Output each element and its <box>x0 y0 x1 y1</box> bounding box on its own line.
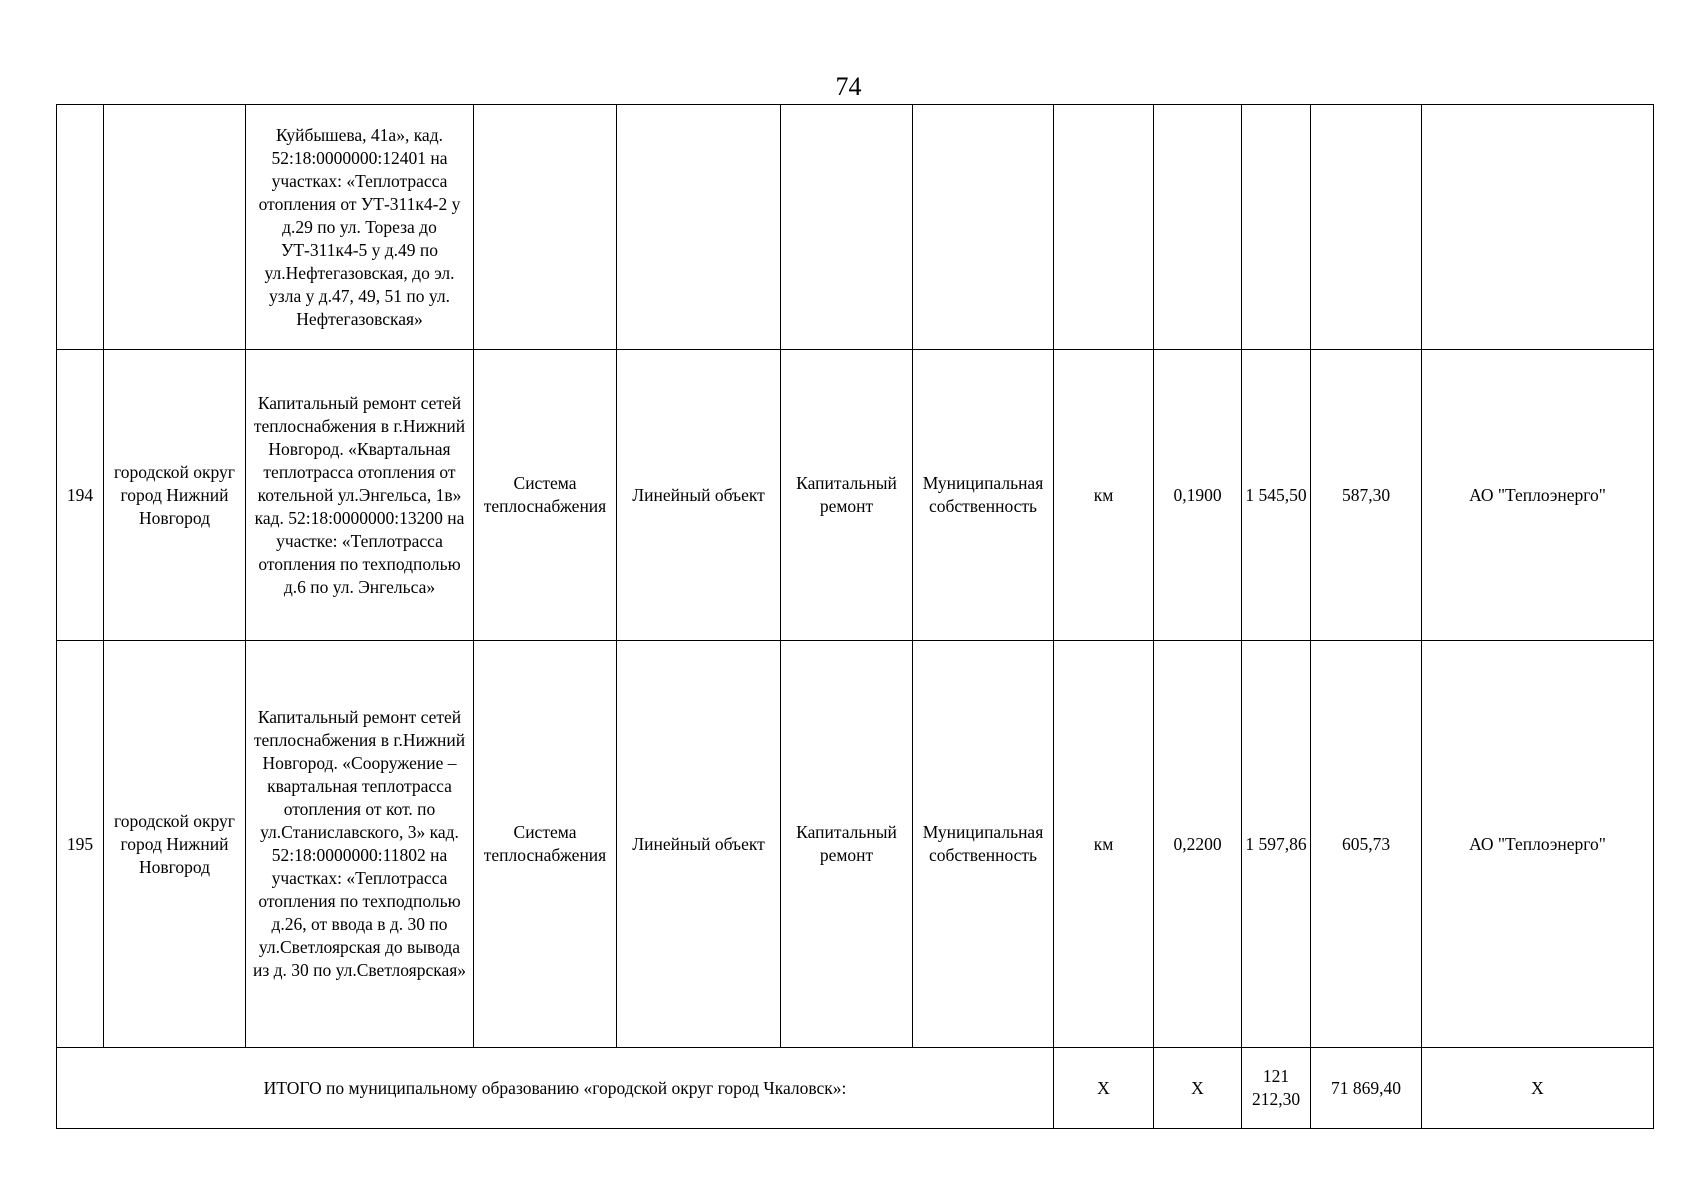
quantity-cell <box>1154 105 1242 350</box>
cost-total-cell: 1 597,86 <box>1242 641 1311 1048</box>
unit-cell: км <box>1054 350 1154 641</box>
row-number-cell: 195 <box>57 641 104 1048</box>
organization-cell: АО "Теплоэнерго" <box>1422 641 1654 1048</box>
total-organization-cell: X <box>1422 1048 1654 1129</box>
cost-year-cell: 587,30 <box>1311 350 1422 641</box>
ownership-cell: Муниципальная собственность <box>913 350 1054 641</box>
quantity-cell: 0,2200 <box>1154 641 1242 1048</box>
ownership-cell <box>913 105 1054 350</box>
work-type-cell: Капитальный ремонт <box>781 350 913 641</box>
description-cell: Куйбышева, 41а», кад. 52:18:0000000:12401 на участках: «Теплотрасса отопления от УТ-311к4-2 у д.29 по ул. Тореза до УТ-311к4-5 у д.49 по ул.Нефтегазовская, до эл. узла у д.47, 49, 51 по ул. Нефтегазовская» <box>246 105 474 350</box>
ownership-cell: Муниципальная собственность <box>913 641 1054 1048</box>
unit-cell: км <box>1054 641 1154 1048</box>
total-row <box>57 1048 1654 1129</box>
organization-cell <box>1422 105 1654 350</box>
cost-year-cell <box>1311 105 1422 350</box>
total-cost-total-cell: 121 212,30 <box>1242 1048 1311 1129</box>
total-cost-year-cell: 71 869,40 <box>1311 1048 1422 1129</box>
row-number-cell <box>57 105 104 350</box>
object-type-cell: Линейный объект <box>617 641 781 1048</box>
total-label-cell: ИТОГО по муниципальному образованию «городской округ город Чкаловск»: <box>57 1048 1054 1129</box>
work-type-cell: Капитальный ремонт <box>781 641 913 1048</box>
quantity-cell: 0,1900 <box>1154 350 1242 641</box>
territory-cell: городской округ город Нижний Новгород <box>104 350 246 641</box>
table-row <box>57 641 1654 1048</box>
work-type-cell <box>781 105 913 350</box>
row-number-cell: 194 <box>57 350 104 641</box>
cost-total-cell <box>1242 105 1311 350</box>
description-cell: Капитальный ремонт сетей теплоснабжения в г.Нижний Новгород. «Сооружение – квартальная теплотрасса отопления от кот. по ул.Станиславского, 3» кад. 52:18:0000000:11802 на участках: «Теплотрасса отопления по техподполью д.26, от ввода в д. 30 по ул.Светлоярская до вывода из д. 30 по ул.Светлоярская» <box>246 641 474 1048</box>
cost-year-cell: 605,73 <box>1311 641 1422 1048</box>
system-cell <box>474 105 617 350</box>
system-cell: Система теплоснабжения <box>474 641 617 1048</box>
territory-cell <box>104 105 246 350</box>
total-unit-cell: X <box>1054 1048 1154 1129</box>
description-cell: Капитальный ремонт сетей теплоснабжения в г.Нижний Новгород. «Квартальная теплотрасса отопления от котельной ул.Энгельса, 1в» кад. 52:18:0000000:13200 на участке: «Теплотрасса отопления по техподполью д.6 по ул. Энгельса» <box>246 350 474 641</box>
object-type-cell: Линейный объект <box>617 350 781 641</box>
unit-cell <box>1054 105 1154 350</box>
organization-cell: АО "Теплоэнерго" <box>1422 350 1654 641</box>
system-cell: Система теплоснабжения <box>474 350 617 641</box>
cost-total-cell: 1 545,50 <box>1242 350 1311 641</box>
total-quantity-cell: X <box>1154 1048 1242 1129</box>
object-type-cell <box>617 105 781 350</box>
table-row <box>57 350 1654 641</box>
territory-cell: городской округ город Нижний Новгород <box>104 641 246 1048</box>
table-row <box>57 105 1654 350</box>
page-number: 74 <box>835 72 862 101</box>
works-table <box>56 104 1654 1129</box>
